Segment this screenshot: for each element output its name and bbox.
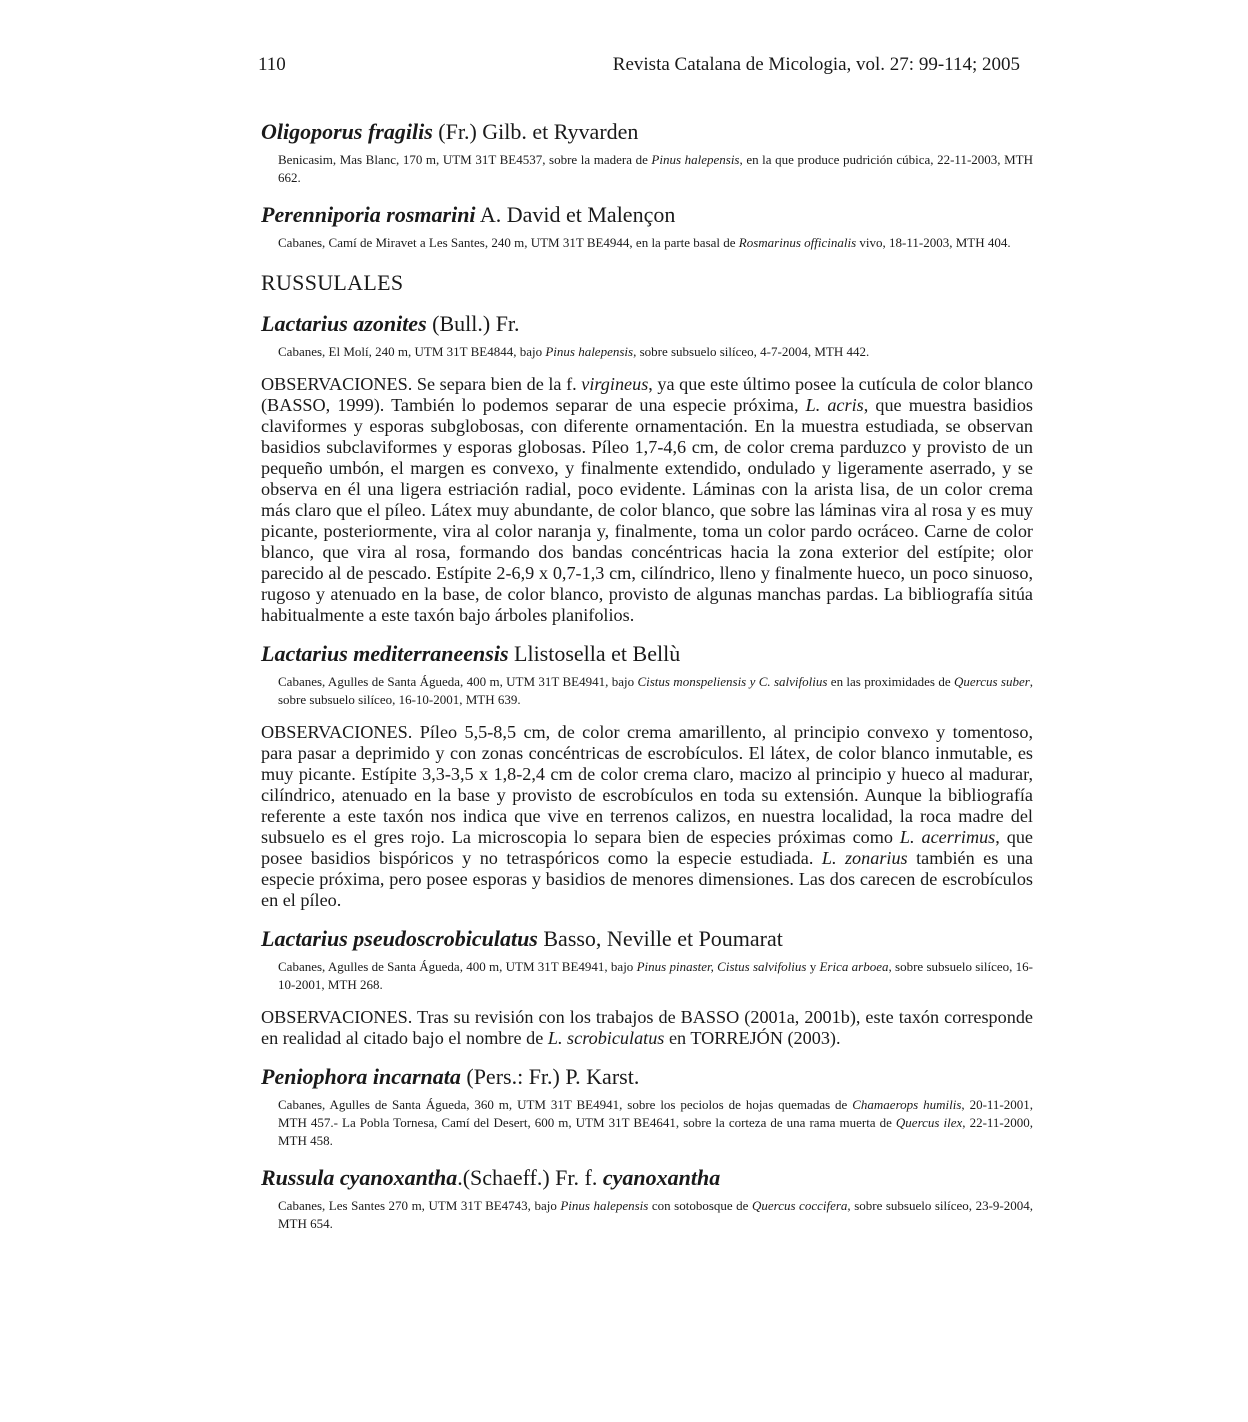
species-name: Peniophora incarnata [261,1064,461,1089]
collection-record: Cabanes, Camí de Miravet a Les Santes, 240 m, UTM 31T BE4944, en la parte basal de Rosmarinus officinalis vivo, 18-11-2003, MTH 404. [278,235,1011,250]
observations-paragraph: OBSERVACIONES. Se separa bien de la f. virgineus, ya que este último posee la cutícula de color blanco (BASSO, 1999). También lo podemos separar de una especie próxima, L. acris, que muestra basidios claviformes y esporas subglobosas, con diferente ornamentación. En la muestra estudiada, se observan basidios subclaviformes y esporas globosas. Píleo 1,7-4,6 cm, de color crema parduzco y provisto de un pequeño umbón, el margen es convexo, y finalmente extendido, ondulado y ligeramente aserrado, y se observa en él una ligera estriación radial, poco evidente. Láminas con la arista lisa, de un color crema más claro que el píleo. Látex muy abundante, de color blanco, que sobre las láminas vira al rosa y es muy picante, posteriormente, vira al color naranja y, finalmente, toma un color pardo ocráceo. Carne de color blanco, que vira al rosa, formando dos bandas concéntricas hacia la zona exterior del estípite; olor parecido al de pescado. Estípite 2-6,9 x 0,7-1,3 cm, cilíndrico, lleno y finalmente hueco, un poco sinuoso, rugoso y atenuado en la base, de color blanco, provisto de algunas manchas pardas. La bibliografía sitúa habitualmente a este taxón bajo árboles planifolios. [261,374,1034,625]
species-name: Lactarius mediterraneensis [261,641,509,666]
species-heading [261,1164,1033,1191]
species-entry [261,1063,1033,1150]
species-entry [261,118,1033,187]
species-author: .(Schaeff.) Fr. f. [457,1165,603,1190]
species-author: Llistosella et Bellù [508,641,681,666]
species-heading [261,310,1033,337]
page-number: 110 [258,54,286,75]
collection-record: Benicasim, Mas Blanc, 170 m, UTM 31T BE4537, sobre la madera de Pinus halepensis, en la que produce pudrición cúbica, 22-11-2003, MTH 662. [278,152,1033,185]
journal-reference: Revista Catalana de Micologia, vol. 27: 99-114; 2005 [612,54,1020,75]
species-heading [261,640,1033,667]
collection-record: Cabanes, Agulles de Santa Águeda, 400 m, UTM 31T BE4941, bajo Pinus pinaster, Cistus salvifolius y Erica arboea, sobre subsuelo silíceo, 16-10-2001, MTH 268. [278,959,1034,992]
species-entry [261,925,1033,1049]
article-body [261,118,1033,1233]
order-heading: RUSSULALES [261,270,404,295]
species-author: (Pers.: Fr.) P. Karst. [460,1064,640,1089]
species-author: (Fr.) Gilb. et Ryvarden [432,119,639,144]
species-author: (Bull.) Fr. [426,311,520,336]
form-name: cyanoxantha [602,1165,721,1190]
species-heading [261,118,1033,145]
species-heading [261,1063,1033,1090]
collection-record: Cabanes, Les Santes 270 m, UTM 31T BE4743, bajo Pinus halepensis con sotobosque de Quercus coccifera, sobre subsuelo silíceo, 23-9-2004, MTH 654. [278,1198,1033,1231]
collection-record: Cabanes, Agulles de Santa Águeda, 400 m, UTM 31T BE4941, bajo Cistus monspeliensis y C. salvifolius en las proximidades de Quercus suber, sobre subsuelo silíceo, 16-10-2001, MTH 639. [278,674,1034,707]
species-entry [261,1164,1033,1233]
species-name: Lactarius pseudoscrobiculatus [261,926,538,951]
collection-record: Cabanes, El Molí, 240 m, UTM 31T BE4844, bajo Pinus halepensis, sobre subsuelo silíceo, 4-7-2004, MTH 442. [278,344,870,359]
observations-paragraph: OBSERVACIONES. Píleo 5,5-8,5 cm, de color crema amarillento, al principio convexo y tomentoso, para pasar a deprimido y con zonas concéntricas de escrobículos. El látex, de color blanco inmutable, es muy picante. Estípite 3,3-3,5 x 1,8-2,4 cm de color crema claro, macizo al principio y hueco al madurar, cilíndrico, atenuado en la base y provisto de escrobículos en toda su extensión. Aunque la bibliografía referente a este taxón nos indica que vive en terrenos calizos, en nuestra localidad, la roca madre del subsuelo es el gres rojo. La microscopia lo separa bien de especies próximas como L. acerrimus, que posee basidios bispóricos y no tetraspóricos como la especie estudiada. L. zonarius también es una especie próxima, pero posee esporas y basidios de menores dimensiones. Las dos carecen de escrobículos en el píleo. [261,722,1034,910]
species-author: A. David et Malençon [475,202,676,227]
observations-paragraph: OBSERVACIONES. Tras su revisión con los trabajos de BASSO (2001a, 2001b), este taxón corresponde en realidad al citado bajo el nombre de L. scrobiculatus en TORREJÓN (2003). [261,1007,1033,1048]
species-heading [261,925,1033,952]
running-header [258,54,1020,80]
species-name: Lactarius azonites [261,311,427,336]
species-name: Russula cyanoxantha [261,1165,458,1190]
species-heading [261,201,1033,228]
species-name: Perenniporia rosmarini [261,202,476,227]
species-entry [261,640,1033,911]
species-author: Basso, Neville et Poumarat [537,926,783,951]
species-name: Oligoporus fragilis [261,119,433,144]
collection-record: Cabanes, Agulles de Santa Águeda, 360 m, UTM 31T BE4941, sobre los peciolos de hojas quemadas de Chamaerops humilis, 20-11-2001, MTH 457.- La Pobla Tornesa, Camí del Desert, 600 m, UTM 31T BE4641, sobre la corteza de una rama muerta de Quercus ilex, 22-11-2000, MTH 458. [278,1097,1034,1148]
species-entry [261,201,1033,252]
species-entry [261,310,1033,626]
